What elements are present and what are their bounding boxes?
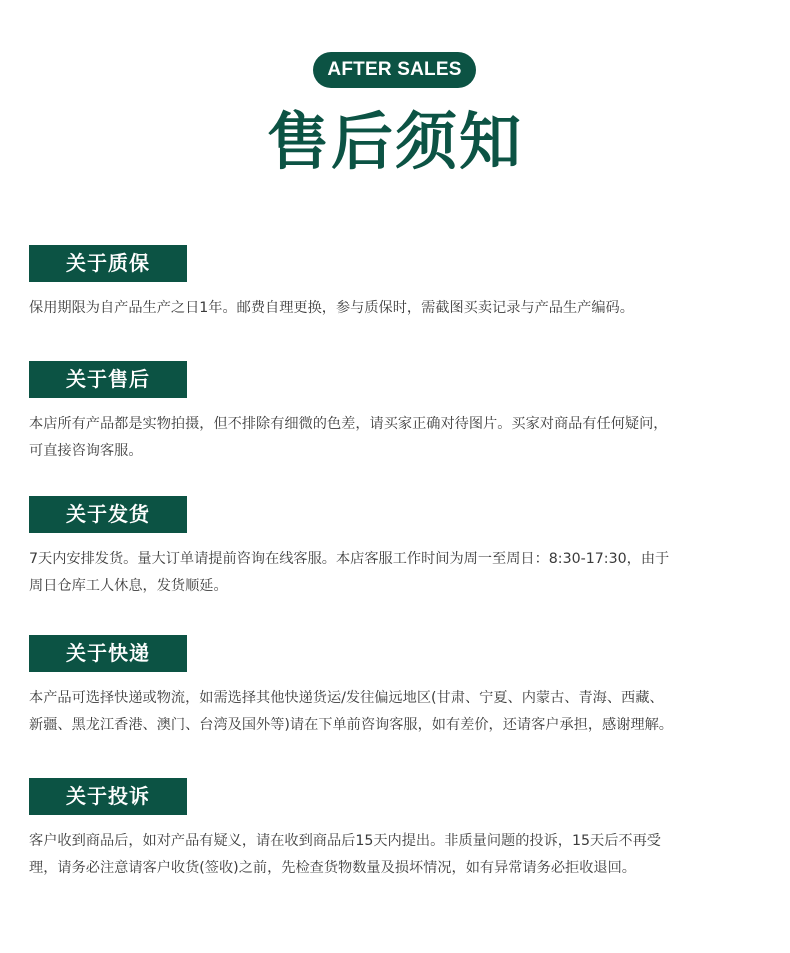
section-complaints [29, 778, 774, 882]
section-header-warranty: 关于质保 [29, 245, 187, 282]
section-delivery [29, 635, 774, 739]
page-title: 售后须知 [266, 105, 523, 178]
section-body-warranty: 保用期限为自产品生产之日1年。邮费自理更换，参与质保时，需截图买卖记录与产品生产编码。 [29, 300, 634, 316]
section-after-sales [29, 361, 774, 465]
section-body-delivery: 本产品可选择快递或物流，如需选择其他快递货运/发往偏远地区(甘肃、宁夏、内蒙古、青海、西藏、 新疆、黑龙江香港、澳门、台湾及国外等)请在下单前咨询客服，如有差价，还请客户承担，感谢理解。 [29, 690, 673, 733]
section-shipping [29, 496, 774, 600]
section-warranty [29, 245, 774, 322]
section-body-complaints: 客户收到商品后，如对产品有疑义，请在收到商品后15天内提出。非质量问题的投诉，15天后不再受 理，请务必注意请客户收货(签收)之前，先检查货物数量及损坏情况，如有异常请务必拒收退回。 [29, 833, 661, 876]
after-sales-badge: AFTER SALES [313, 52, 476, 88]
section-header-after-sales: 关于售后 [29, 361, 187, 398]
section-header-shipping: 关于发货 [29, 496, 187, 533]
section-body-after-sales: 本店所有产品都是实物拍摄，但不排除有细微的色差，请买家正确对待图片。买家对商品有任何疑问， 可直接咨询客服。 [29, 416, 668, 459]
section-header-delivery: 关于快递 [29, 635, 187, 672]
section-header-complaints: 关于投诉 [29, 778, 187, 815]
section-body-shipping: 7天内安排发货。量大订单请提前咨询在线客服。本店客服工作时间为周一至周日：8:30-17:30，由于 周日仓库工人休息，发货顺延。 [29, 551, 670, 594]
